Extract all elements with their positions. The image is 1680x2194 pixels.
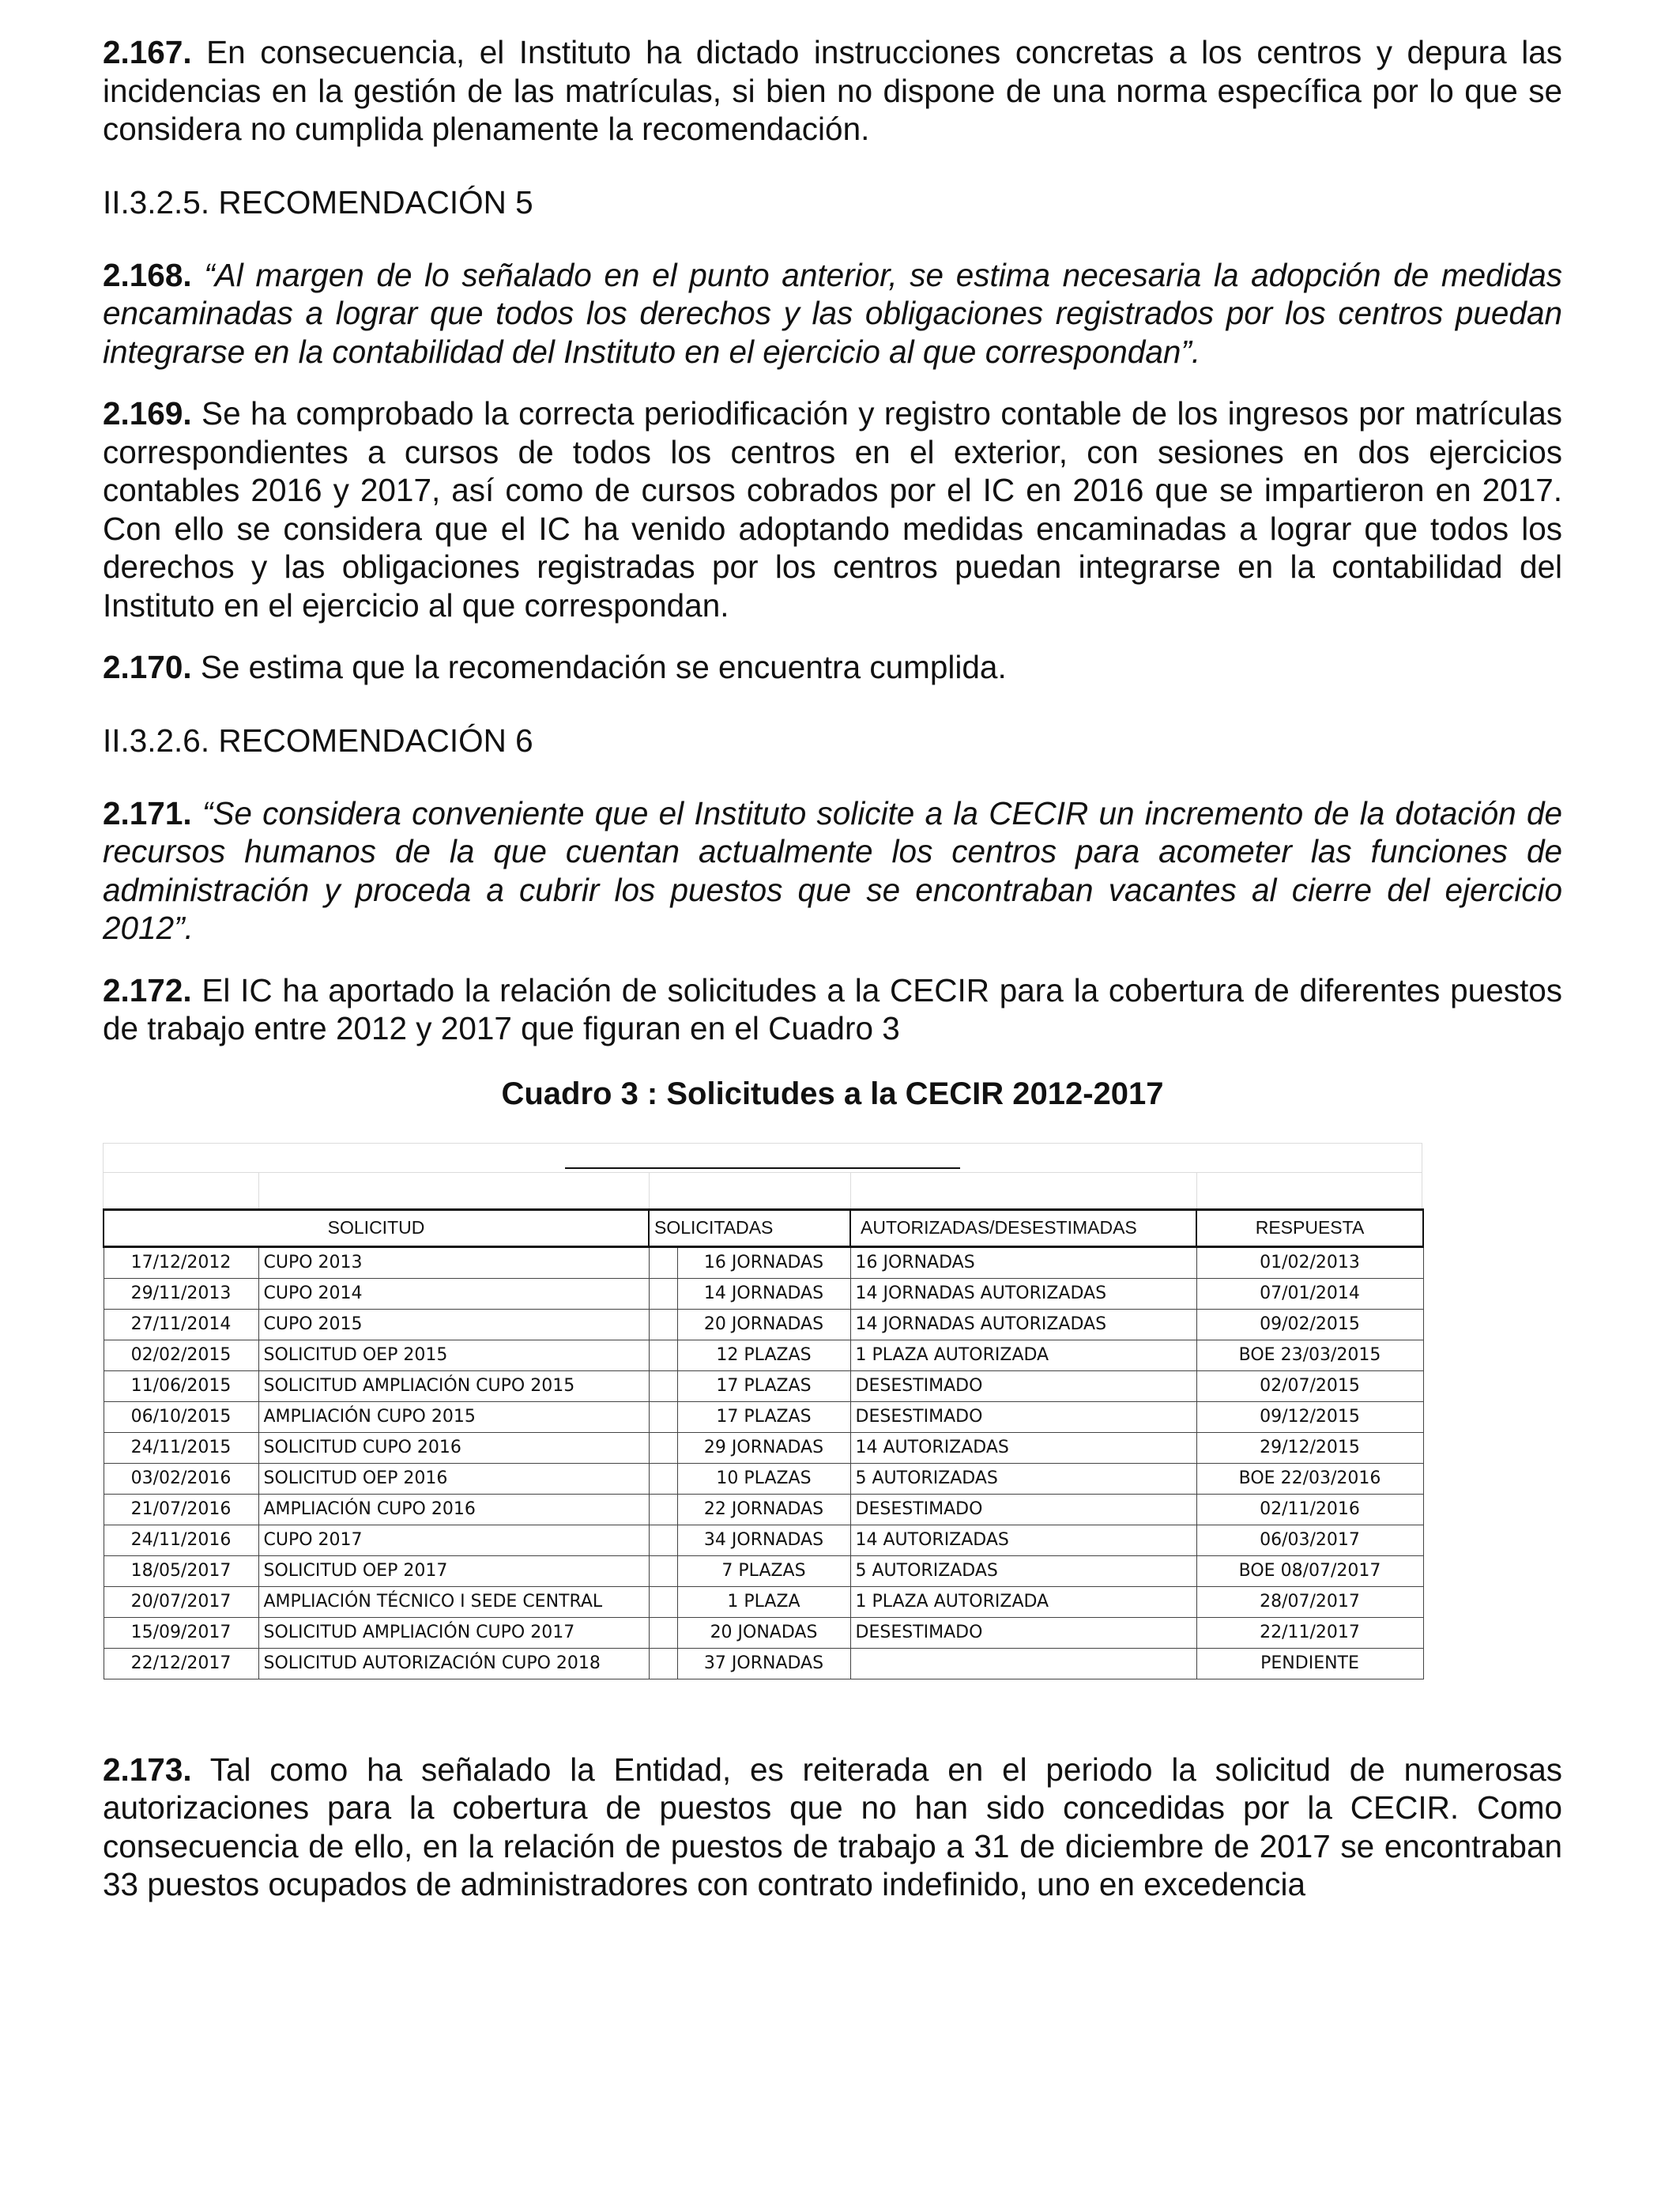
cell-solicitud: SOLICITUD CUPO 2016 <box>258 1432 649 1463</box>
cell-date: 11/06/2015 <box>104 1370 258 1401</box>
document-page <box>103 33 1562 1904</box>
cell-spacer <box>649 1648 677 1679</box>
table-row <box>104 1432 1423 1463</box>
cell-autorizadas: DESESTIMADO <box>850 1370 1196 1401</box>
paragraph-quote-text: “Al margen de lo señalado en el punto anterior, se estima necesaria la adopción de medidas encaminadas a lograr que todos los derechos y las obligaciones registrados por los centros puedan integrarse en la contabilidad del Instituto en el ejercicio al que correspondan”. <box>103 256 1562 370</box>
cell-solicitadas: 1 PLAZA <box>677 1586 850 1617</box>
header-respuesta: RESPUESTA <box>1196 1209 1423 1246</box>
table-header-row <box>104 1209 1423 1246</box>
cell-respuesta: BOE 22/03/2016 <box>1196 1463 1423 1494</box>
cell-autorizadas: DESESTIMADO <box>850 1401 1196 1432</box>
cell-respuesta: 09/12/2015 <box>1196 1401 1423 1432</box>
cell-respuesta: BOE 08/07/2017 <box>1196 1555 1423 1586</box>
paragraph-2-167 <box>103 33 1562 149</box>
table-row <box>104 1278 1423 1309</box>
cell-respuesta: 07/01/2014 <box>1196 1278 1423 1309</box>
cell-respuesta: BOE 23/03/2015 <box>1196 1340 1423 1370</box>
cell-autorizadas: 5 AUTORIZADAS <box>850 1555 1196 1586</box>
cell-spacer <box>649 1555 677 1586</box>
cell-spacer <box>649 1617 677 1648</box>
cell-solicitud: SOLICITUD OEP 2015 <box>258 1340 649 1370</box>
paragraph-number: 2.171. <box>103 794 192 831</box>
table-row <box>104 1555 1423 1586</box>
cell-spacer <box>649 1494 677 1525</box>
solicitudes-table <box>103 1208 1424 1679</box>
cell-solicitadas: 10 PLAZAS <box>677 1463 850 1494</box>
cell-solicitadas: 17 PLAZAS <box>677 1401 850 1432</box>
cell-solicitud: SOLICITUD AUTORIZACIÓN CUPO 2018 <box>258 1648 649 1679</box>
paragraph-2-173 <box>103 1751 1562 1904</box>
paragraph-quote-text: “Se considera conveniente que el Instituto solicite a la CECIR un incremento de la dotación de recursos humanos de la que cuentan actualmente los centros para acometer las funciones de administración y proceda a cubrir los puestos que se encontraban vacantes al cierre del ejercicio 2012”. <box>103 794 1562 946</box>
cell-solicitadas: 20 JONADAS <box>677 1617 850 1648</box>
cell-autorizadas: 1 PLAZA AUTORIZADA <box>850 1586 1196 1617</box>
cell-autorizadas: DESESTIMADO <box>850 1494 1196 1525</box>
cell-solicitadas: 37 JORNADAS <box>677 1648 850 1679</box>
table-row <box>104 1309 1423 1340</box>
cell-date: 18/05/2017 <box>104 1555 258 1586</box>
cell-autorizadas: 14 JORNADAS AUTORIZADAS <box>850 1278 1196 1309</box>
cell-date: 21/07/2016 <box>104 1494 258 1525</box>
cell-date: 15/09/2017 <box>104 1617 258 1648</box>
paragraph-text: Tal como ha señalado la Entidad, es reiterada en el periodo la solicitud de numerosas autorizaciones para la cobertura de puestos que no han sido concedidas por la CECIR. Como consecuencia de ello, en la relación de puestos de trabajo a 31 de diciembre de 2017 se encontraban 33 puestos ocupados de administradores con contrato indefinido, uno en excedencia <box>103 1751 1562 1902</box>
paragraph-number: 2.170. <box>103 649 192 685</box>
cell-spacer <box>649 1463 677 1494</box>
cell-spacer <box>649 1370 677 1401</box>
table-row <box>104 1586 1423 1617</box>
cell-spacer <box>649 1401 677 1432</box>
cell-solicitud: SOLICITUD OEP 2016 <box>258 1463 649 1494</box>
paragraph-text: El IC ha aportado la relación de solicitudes a la CECIR para la cobertura de diferentes puestos de trabajo entre 2012 y 2017 que figuran en el Cuadro 3 <box>103 971 1562 1046</box>
cell-solicitadas: 34 JORNADAS <box>677 1525 850 1555</box>
cell-respuesta: 28/07/2017 <box>1196 1586 1423 1617</box>
paragraph-2-172 <box>103 971 1562 1048</box>
cell-respuesta: PENDIENTE <box>1196 1648 1423 1679</box>
table-row <box>104 1494 1423 1525</box>
underline-divider <box>565 1167 960 1169</box>
cell-date: 24/11/2016 <box>104 1525 258 1555</box>
cell-solicitadas: 20 JORNADAS <box>677 1309 850 1340</box>
cell-solicitud: AMPLIACIÓN TÉCNICO I SEDE CENTRAL <box>258 1586 649 1617</box>
cell-spacer <box>649 1525 677 1555</box>
cell-date: 17/12/2012 <box>104 1246 258 1278</box>
cell-date: 27/11/2014 <box>104 1309 258 1340</box>
paragraph-2-169 <box>103 394 1562 624</box>
cell-autorizadas <box>850 1648 1196 1679</box>
cell-solicitud: SOLICITUD AMPLIACIÓN CUPO 2015 <box>258 1370 649 1401</box>
table-row <box>104 1340 1423 1370</box>
cell-solicitadas: 12 PLAZAS <box>677 1340 850 1370</box>
cell-solicitadas: 22 JORNADAS <box>677 1494 850 1525</box>
paragraph-text: Se ha comprobado la correcta periodificación y registro contable de los ingresos por matrículas correspondientes a cursos de todos los centros en el exterior, con sesiones en dos ejercicios contables 2016 y 2017, así como de cursos cobrados por el IC en 2016 que se impartieron en 2017. Con ello se considera que el IC ha venido adoptando medidas encaminadas a lograr que todos los derechos y las obligaciones registradas por los centros puedan integrarse en la contabilidad del Instituto en el ejercicio al que correspondan. <box>103 395 1562 624</box>
paragraph-2-171 <box>103 794 1562 948</box>
cell-respuesta: 02/07/2015 <box>1196 1370 1423 1401</box>
cell-solicitud: SOLICITUD OEP 2017 <box>258 1555 649 1586</box>
paragraph-text: En consecuencia, el Instituto ha dictado instrucciones concretas a los centros y depura las incidencias en la gestión de las matrículas, si bien no dispone de una norma específica por lo que se considera no cumplida plenamente la recomendación. <box>103 34 1562 147</box>
cell-solicitadas: 16 JORNADAS <box>677 1246 850 1278</box>
cell-respuesta: 06/03/2017 <box>1196 1525 1423 1555</box>
cell-solicitud: AMPLIACIÓN CUPO 2015 <box>258 1401 649 1432</box>
cell-respuesta: 02/11/2016 <box>1196 1494 1423 1525</box>
table-row <box>104 1648 1423 1679</box>
cell-solicitadas: 7 PLAZAS <box>677 1555 850 1586</box>
table-row <box>104 1525 1423 1555</box>
cell-solicitud: CUPO 2013 <box>258 1246 649 1278</box>
header-solicitadas: SOLICITADAS <box>649 1209 850 1246</box>
cell-date: 06/10/2015 <box>104 1401 258 1432</box>
paragraph-2-170 <box>103 648 1562 687</box>
cell-spacer <box>649 1340 677 1370</box>
table-title: Cuadro 3 : Solicitudes a la CECIR 2012-2017 <box>501 1076 1164 1111</box>
cell-date: 24/11/2015 <box>104 1432 258 1463</box>
cell-solicitud: AMPLIACIÓN CUPO 2016 <box>258 1494 649 1525</box>
header-solicitud: SOLICITUD <box>104 1209 649 1246</box>
cell-autorizadas: 14 AUTORIZADAS <box>850 1525 1196 1555</box>
cell-solicitud: SOLICITUD AMPLIACIÓN CUPO 2017 <box>258 1617 649 1648</box>
paragraph-number: 2.173. <box>103 1751 192 1788</box>
cell-autorizadas: 5 AUTORIZADAS <box>850 1463 1196 1494</box>
table-row <box>104 1401 1423 1432</box>
paragraph-number: 2.169. <box>103 395 192 432</box>
section-heading-recomendacion-5: II.3.2.5. RECOMENDACIÓN 5 <box>103 183 533 221</box>
cell-autorizadas: 14 JORNADAS AUTORIZADAS <box>850 1309 1196 1340</box>
cell-date: 02/02/2015 <box>104 1340 258 1370</box>
cell-autorizadas: 16 JORNADAS <box>850 1246 1196 1278</box>
cell-solicitud: CUPO 2017 <box>258 1525 649 1555</box>
cell-autorizadas: 1 PLAZA AUTORIZADA <box>850 1340 1196 1370</box>
cell-spacer <box>649 1278 677 1309</box>
cell-autorizadas: 14 AUTORIZADAS <box>850 1432 1196 1463</box>
cell-solicitadas: 29 JORNADAS <box>677 1432 850 1463</box>
cell-solicitud: CUPO 2015 <box>258 1309 649 1340</box>
paragraph-text: Se estima que la recomendación se encuentra cumplida. <box>191 649 1007 685</box>
cell-solicitadas: 17 PLAZAS <box>677 1370 850 1401</box>
cell-autorizadas: DESESTIMADO <box>850 1617 1196 1648</box>
table-row <box>104 1370 1423 1401</box>
solicitudes-table-container <box>103 1143 1422 1679</box>
cell-date: 03/02/2016 <box>104 1463 258 1494</box>
table-top-grid <box>103 1143 1422 1208</box>
cell-respuesta: 29/12/2015 <box>1196 1432 1423 1463</box>
cell-respuesta: 09/02/2015 <box>1196 1309 1423 1340</box>
paragraph-number: 2.172. <box>103 971 192 1008</box>
table-row <box>104 1617 1423 1648</box>
paragraph-number: 2.167. <box>103 34 192 70</box>
cell-date: 20/07/2017 <box>104 1586 258 1617</box>
cell-spacer <box>649 1586 677 1617</box>
cell-spacer <box>649 1432 677 1463</box>
section-heading-recomendacion-6: II.3.2.6. RECOMENDACIÓN 6 <box>103 722 533 759</box>
cell-respuesta: 22/11/2017 <box>1196 1617 1423 1648</box>
cell-spacer <box>649 1246 677 1278</box>
table-row <box>104 1463 1423 1494</box>
table-row <box>104 1246 1423 1278</box>
paragraph-number: 2.168. <box>103 256 192 293</box>
cell-date: 22/12/2017 <box>104 1648 258 1679</box>
cell-spacer <box>649 1309 677 1340</box>
cell-solicitadas: 14 JORNADAS <box>677 1278 850 1309</box>
cell-date: 29/11/2013 <box>104 1278 258 1309</box>
cell-respuesta: 01/02/2013 <box>1196 1246 1423 1278</box>
cell-solicitud: CUPO 2014 <box>258 1278 649 1309</box>
paragraph-2-168 <box>103 256 1562 371</box>
header-autorizadas: AUTORIZADAS/DESESTIMADAS <box>850 1209 1196 1246</box>
